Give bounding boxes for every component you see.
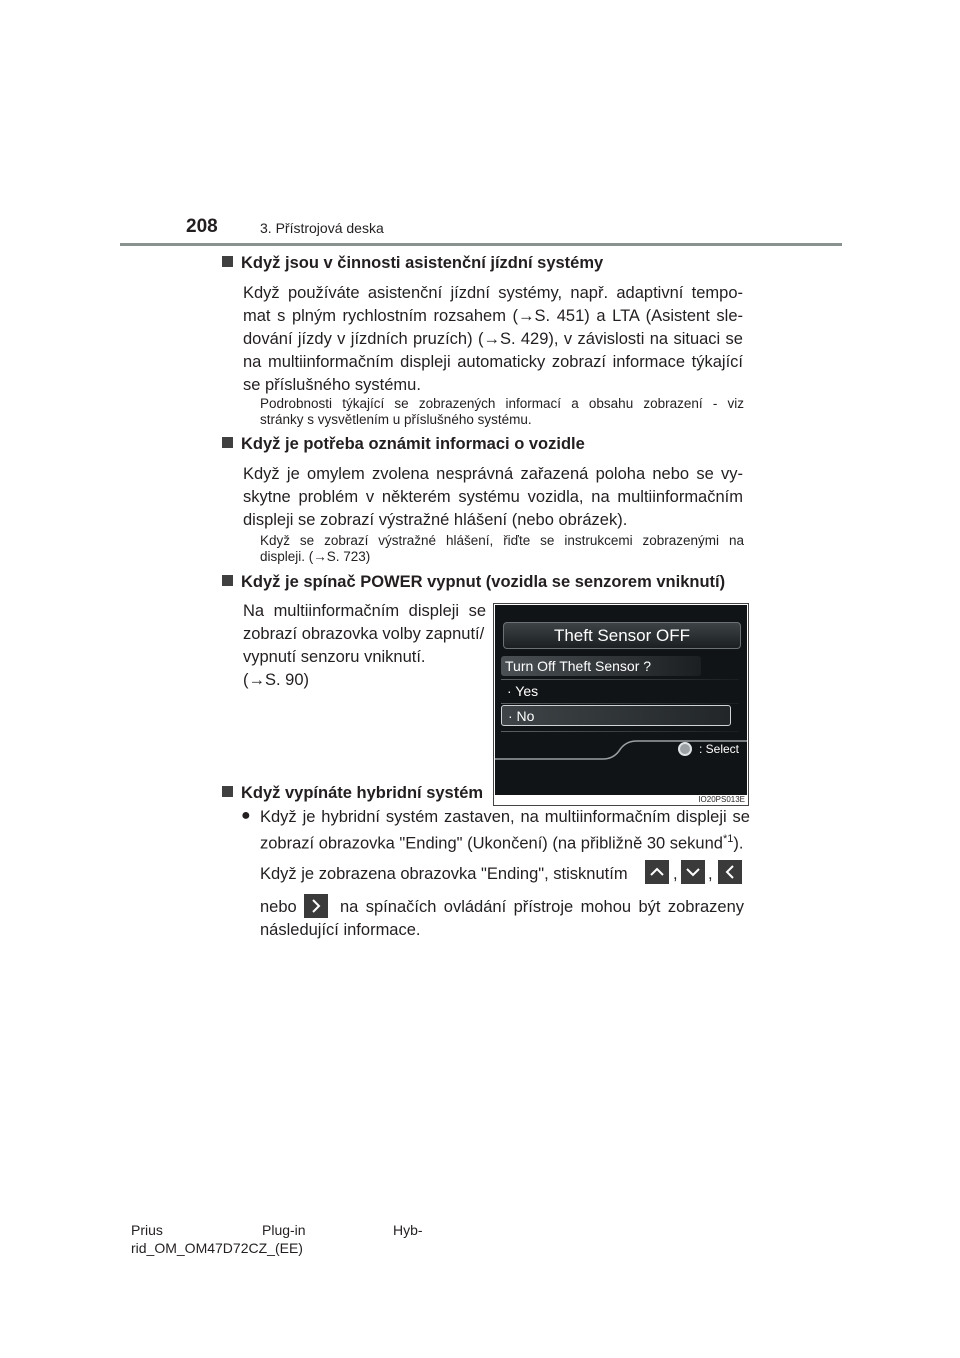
paragraph-hybrid-off-line2: zobrazí obrazovka "Ending" (Ukončení) (na přibližně 30 sekund$^{*1}$). bbox=[260, 833, 744, 853]
square-bullet-icon bbox=[222, 256, 233, 267]
select-label: : Select bbox=[699, 742, 740, 756]
option-yes: · Yes bbox=[507, 683, 539, 699]
chevron-left-icon bbox=[718, 860, 742, 884]
dial-select-icon bbox=[678, 742, 692, 756]
comma: , bbox=[708, 865, 713, 883]
square-bullet-icon bbox=[222, 786, 233, 797]
paragraph-vehicle-info: Když je omylem zvolena nesprávná zařazená poloha nebo se vy- skytne problém v některém systému vozidla, na multiinformačním displeji se zobrazí výstražné hlášení (nebo obrázek). bbox=[243, 465, 743, 529]
separator-line bbox=[501, 703, 739, 704]
section-heading-driving-assist: Když jsou v činnosti asistenční jízdní systémy bbox=[222, 254, 603, 273]
footer-line1: Prius bbox=[131, 1222, 163, 1238]
option-no: · No bbox=[501, 705, 731, 726]
paragraph-hybrid-off: Když je hybridní systém zastaven, na multiinformačním displeji se bbox=[260, 808, 750, 826]
footnote-mark: *1 bbox=[722, 833, 734, 845]
display-question: Turn Off Theft Sensor ? bbox=[501, 656, 701, 676]
square-bullet-icon bbox=[222, 575, 233, 586]
display-screen bbox=[495, 605, 747, 795]
page-number: 208 bbox=[186, 216, 218, 237]
section-heading-hybrid-off: Když vypínáte hybridní systém bbox=[222, 784, 483, 803]
square-bullet-icon bbox=[222, 437, 233, 448]
footer-plugin: Plug-in bbox=[262, 1222, 306, 1238]
chevron-down-icon bbox=[681, 860, 705, 884]
comma: , bbox=[673, 865, 678, 883]
round-bullet: ● bbox=[241, 807, 251, 824]
header-rule bbox=[120, 243, 842, 246]
footer-line2: rid_OM_OM47D72CZ_(EE) bbox=[131, 1240, 303, 1256]
image-code: IO20PS013E bbox=[698, 795, 745, 804]
chevron-up-icon bbox=[645, 860, 669, 884]
note-vehicle-info: Když se zobrazí výstražné hlášení, řiďte se instrukcemi zobrazenými na displeji. (→S. 723) bbox=[260, 533, 744, 564]
separator-line bbox=[501, 731, 739, 732]
note-driving-assist: Podrobnosti týkající se zobrazených informací a obsahu zobrazení - viz stránky s vysvětlením u příslušného systému. bbox=[260, 396, 744, 427]
paragraph-following-info: následující informace. bbox=[260, 921, 421, 939]
paragraph-driving-assist: Když používáte asistenční jízdní systémy, např. adaptivní tempo- mat s plným rychlostním rozsahem (→S. 451) a LTA (Asistent sle- dování jízdy v jízdních pruzích) (→S. 429), v závislosti na situaci se na multiinformačním displeji automaticky zobrazí informace týkající se příslušného systému. bbox=[243, 284, 743, 394]
theft-sensor-display-illustration bbox=[493, 603, 749, 806]
paragraph-power-off: Na multiinformačním displeji se zobrazí obrazovka volby zapnutí/ vypnutí senzoru vniknutí. (→S. 90) bbox=[243, 602, 486, 689]
display-title: Theft Sensor OFF bbox=[503, 622, 741, 649]
section-heading-power-off: Když je spínač POWER vypnut (vozidla se senzorem vniknutí) bbox=[222, 573, 725, 592]
paragraph-switches: na spínačích ovládání přístroje mohou být zobrazeny bbox=[340, 898, 744, 916]
chevron-right-icon bbox=[304, 894, 328, 918]
footer-hyb: Hyb- bbox=[393, 1222, 423, 1238]
paragraph-ending-screen: Když je zobrazena obrazovka "Ending", stisknutím bbox=[260, 865, 628, 883]
separator-line bbox=[501, 679, 739, 680]
chapter-title: 3. Přístrojová deska bbox=[260, 220, 384, 236]
section-heading-vehicle-info: Když je potřeba oznámit informaci o vozidle bbox=[222, 435, 585, 454]
word-nebo: nebo bbox=[260, 898, 297, 916]
